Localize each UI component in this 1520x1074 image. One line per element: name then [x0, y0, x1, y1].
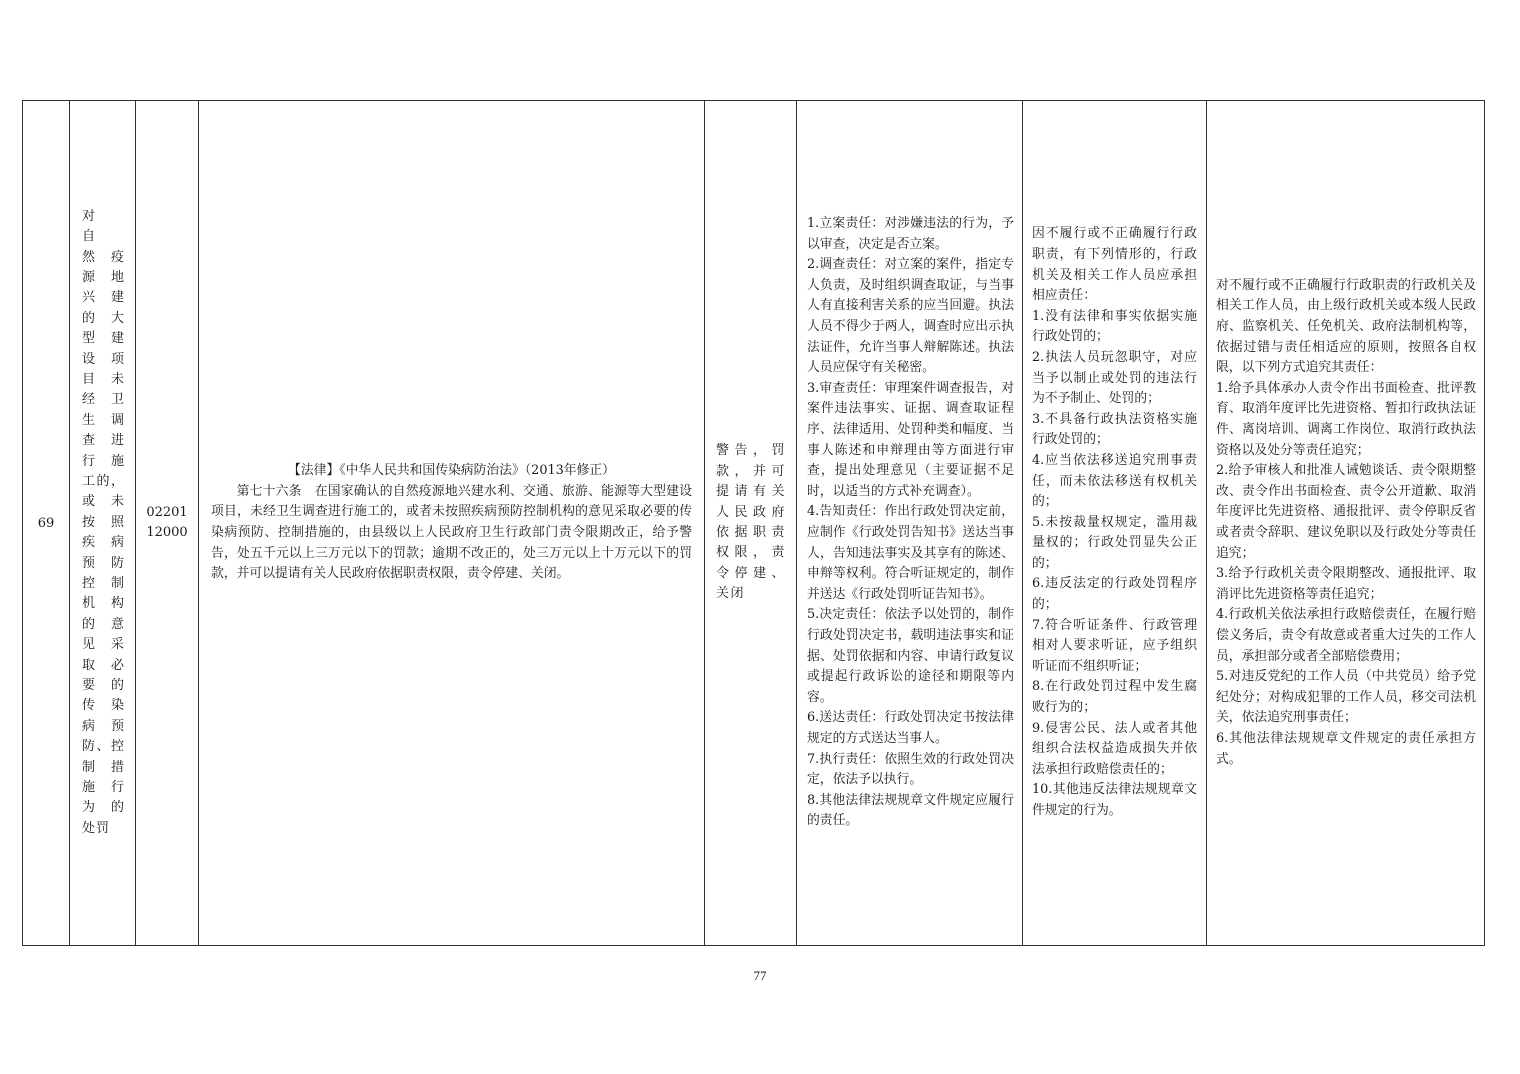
duty-cell — [797, 101, 1023, 946]
cases-intro: 因不履行或不正确履行行政职责，有下列情形的，行政机关及相关工作人员应承担相应责任： — [1032, 226, 1197, 304]
item-name-line: 生 调 — [82, 412, 125, 428]
duty-item: 1.立案责任：对涉嫌违法的行为，予以审查，决定是否立案。 — [807, 216, 1014, 252]
item-name-line: 见 采 — [82, 637, 125, 653]
item-name-line: 传 染 — [82, 698, 125, 714]
item-name-line: 要 的 — [82, 678, 125, 694]
item-name-line: 型 建 — [82, 331, 125, 347]
case-item: 4.应当依法移送追究刑事责任，而未依法移送有权机关的； — [1032, 452, 1197, 510]
item-name-line: 预 防 — [82, 555, 125, 571]
item-name — [70, 207, 135, 840]
table-row — [23, 101, 1485, 946]
law-title: 【法律】《中华人民共和国传染病防治法》（2013年修正） — [288, 463, 615, 479]
item-name-line: 取 必 — [82, 657, 125, 673]
penalty-type-cell — [705, 101, 797, 946]
item-name-line: 机 构 — [82, 596, 125, 612]
case-item: 7.符合听证条件、行政管理相对人要求听证，应予组织听证而不组织听证； — [1032, 617, 1197, 674]
item-name-line: 查 进 — [82, 433, 125, 449]
punish-item: 4.行政机关依法承担行政赔偿责任，在履行赔偿义务后，责令有故意或者重大过失的工作人员，承担部分或者全部赔偿费用； — [1216, 607, 1476, 664]
duty-item: 2.调查责任：对立案的案件，指定专人负责，及时组织调查取证，与当事人有直接利害关系的应当回避。执法人员不得少于两人，调查时应出示执法证件，允许当事人辩解陈述。执法人员应保守有关秘密。 — [807, 257, 1014, 376]
item-name-line: 按 照 — [82, 514, 125, 530]
item-name-line: 设 项 — [82, 351, 125, 367]
item-name-line: 制 措 — [82, 759, 125, 775]
case-item: 6.违反法定的行政处罚程序的； — [1032, 576, 1197, 613]
punish-item: 2.给予审核人和批准人诫勉谈话、责令限期整改、责令作出书面检查、责令公开道歉、取消年度评比先进资格、通报批评、责令停职反省或者责令辞职、建议免职以及行政处分等责任追究； — [1216, 463, 1476, 561]
item-name-line: 疾 病 — [82, 535, 125, 551]
item-name-line: 防、控 — [82, 739, 125, 755]
item-name-line: 的 大 — [82, 310, 125, 326]
duty-item: 4.告知责任：作出行政处罚决定前，应制作《行政处罚告知书》送达当事人，告知违法事实及其享有的陈述、申辩等权利。符合听证规定的，制作并送达《行政处罚听证告知书》。 — [807, 504, 1014, 602]
item-name-line: 对 自 — [82, 208, 125, 245]
item-name-line: 控 制 — [82, 576, 125, 592]
item-name-line: 施 行 — [82, 780, 125, 796]
legal-basis — [199, 461, 704, 585]
item-name-line: 病 预 — [82, 718, 125, 734]
duty-list — [797, 214, 1022, 832]
accountability-cell — [1207, 101, 1485, 946]
case-item: 2.执法人员玩忽职守，对应当予以制止或处罚的违法行为不予制止、处罚的； — [1032, 349, 1197, 407]
item-code-line: 12000 — [146, 525, 188, 540]
item-code-line: 02201 — [146, 505, 188, 520]
case-item: 10.其他违反法律法规规章文件规定的行为。 — [1032, 782, 1197, 819]
legal-basis-cell — [199, 101, 705, 946]
punish-item: 6.其他法律法规规章文件规定的责任承担方式。 — [1216, 730, 1476, 767]
accountability-methods — [1207, 276, 1484, 770]
law-article: 第七十六条 在国家确认的自然疫源地兴建水利、交通、旅游、能源等大型建设项目，未经卫生调查进行施工的，或者未按照疾病预防控制机构的意见采取必要的传染病预防、控制措施的，由县级以上人民政府卫生行政部门责令限期改正，给予警告，处五千元以上三万元以下的罚款；逾期不改正的，处三万元以上十万元以下的罚款，并可以提请有关人民政府依据职责权限，责令停建、关闭。 — [211, 483, 692, 582]
item-name-line: 兴 建 — [82, 290, 125, 306]
duty-item: 5.决定责任：依法予以处罚的，制作行政处罚决定书，载明违法事实和证据、处罚依据和内容、申请行政复议或提起行政诉讼的途径和期限等内容。 — [807, 607, 1014, 705]
case-item: 5.未按裁量权规定，滥用裁量权的；行政处罚显失公正的； — [1032, 514, 1197, 571]
liability-cases-cell — [1023, 101, 1207, 946]
item-name-cell — [70, 101, 136, 946]
item-name-line: 目 未 — [82, 371, 125, 387]
row-number: 69 — [23, 101, 70, 946]
punish-item: 1.给予具体承办人责令作出书面检查、批评教育、取消年度评比先进资格、暂扣行政执法证件、离岗培训、调离工作岗位、取消行政执法资格以及处分等责任追究； — [1216, 380, 1476, 458]
item-name-line: 行 施 — [82, 453, 125, 469]
item-name-line: 工的， — [82, 473, 125, 489]
liability-cases — [1023, 224, 1206, 821]
case-item: 8.在行政处罚过程中发生腐败行为的； — [1032, 679, 1197, 716]
item-name-line: 为 的 — [82, 800, 125, 816]
item-name-line: 处罚 — [82, 820, 111, 836]
case-item: 1.没有法律和事实依据实施行政处罚的； — [1032, 308, 1197, 345]
duty-item: 3.审查责任：审理案件调查报告，对案件违法事实、证据、调查取证程序、法律适用、处罚种类和幅度、当事人陈述和申辩理由等方面进行审查，提出处理意见（主要证据不足时，以适当的方式补充调查）。 — [807, 380, 1014, 499]
punish-item: 3.给予行政机关责令限期整改、通报批评、取消评比先进资格等责任追究； — [1216, 566, 1476, 602]
punish-item: 5.对违反党纪的工作人员（中共党员）给予党纪处分；对构成犯罪的工作人员，移交司法机关，依法追究刑事责任； — [1216, 669, 1476, 726]
case-item: 9.侵害公民、法人或者其他组织合法权益造成损失并依法承担行政赔偿责任的； — [1032, 720, 1197, 777]
duty-item: 8.其他法律法规规章文件规定应履行的责任。 — [807, 792, 1014, 829]
power-list-table — [22, 100, 1485, 946]
item-code-cell — [136, 101, 199, 946]
item-name-line: 然 疫 — [82, 249, 125, 265]
duty-item: 7.执行责任：依照生效的行政处罚决定，依法予以执行。 — [807, 751, 1014, 788]
case-item: 3.不具备行政执法资格实施行政处罚的； — [1032, 411, 1197, 448]
punish-intro: 对不履行或不正确履行行政职责的行政机关及相关工作人员，由上级行政机关或本级人民政府、监察机关、任免机关、政府法制机构等，依据过错与责任相适应的原则，按照各自权限，以下列方式追究其责任： — [1216, 277, 1476, 376]
item-name-line: 源 地 — [82, 269, 125, 285]
page-number: 77 — [753, 968, 767, 983]
penalty-type: 警告，罚款，并可提请有关人民政府依据职责权限，责令停建、关闭 — [716, 443, 786, 602]
item-name-line: 的 意 — [82, 616, 125, 632]
duty-item: 6.送达责任：行政处罚决定书按法律规定的方式送达当事人。 — [807, 710, 1014, 746]
item-name-line: 经 卫 — [82, 392, 125, 408]
item-name-line: 或 未 — [82, 494, 125, 510]
